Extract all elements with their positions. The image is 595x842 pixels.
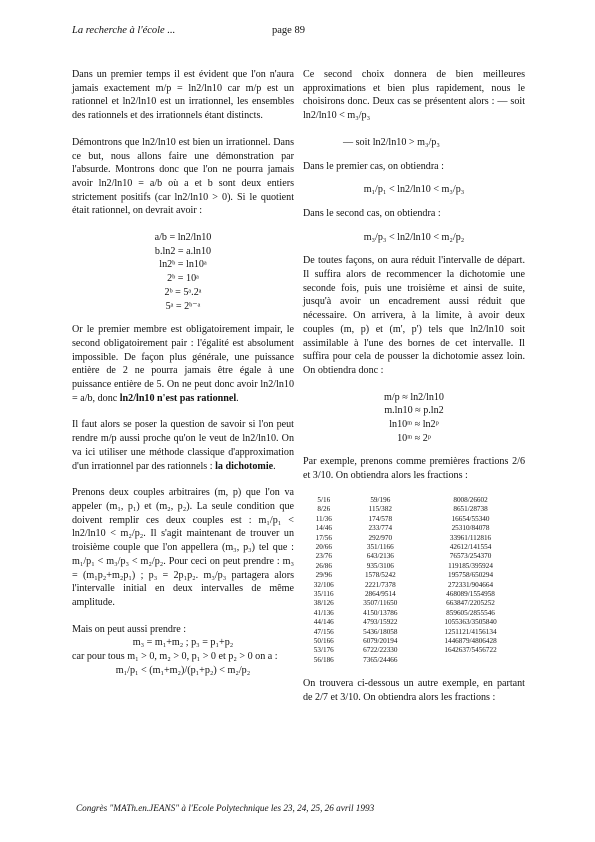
table-row <box>303 515 525 524</box>
table-cell: 6722/22330 <box>363 646 398 655</box>
bold-conclusion: ln2/ln10 n'est pas rationnel <box>119 392 237 404</box>
table-cell: 174/578 <box>368 514 393 523</box>
fractions-table <box>303 496 525 665</box>
table-cell: 42612/141554 <box>449 542 492 551</box>
table-cell: 56/186 <box>313 655 334 664</box>
paragraph <box>72 136 294 218</box>
text-run: 2ᵇ = 10ᵃ <box>167 273 199 285</box>
paragraph <box>303 455 525 482</box>
bold-conclusion: la dichotomie <box>215 460 274 472</box>
left-column <box>72 68 294 677</box>
text-run: Mais on peut aussi prendre : <box>72 623 187 635</box>
table-cell: 26/86 <box>315 561 332 570</box>
text-run: . <box>273 460 276 472</box>
table-cell: 50/166 <box>313 636 334 645</box>
paragraph <box>72 323 294 405</box>
equation <box>303 418 525 432</box>
table-cell: 53/176 <box>313 646 334 655</box>
equation <box>303 391 525 405</box>
spacer <box>72 313 294 323</box>
equation <box>72 300 294 314</box>
table-row <box>303 524 525 533</box>
table-cell: 29/96 <box>315 571 332 580</box>
paragraph <box>303 677 525 704</box>
equation <box>72 664 294 678</box>
table-cell: 859605/2855546 <box>446 608 495 617</box>
table-cell: 5/16 <box>317 495 331 504</box>
table-cell: 35/116 <box>313 589 334 598</box>
table-cell: 8/26 <box>317 505 331 514</box>
equation <box>303 404 525 418</box>
spacer <box>303 197 525 207</box>
table-cell: 32/106 <box>313 580 334 589</box>
table-cell: 935/3106 <box>366 561 394 570</box>
table-cell: 115/382 <box>368 505 392 514</box>
table-cell: 16654/55340 <box>451 514 490 523</box>
table-cell: 3507/11650 <box>363 599 398 608</box>
table-cell <box>416 656 525 665</box>
equation <box>303 183 525 197</box>
spacer <box>303 244 525 254</box>
table-cell: 468089/1554958 <box>446 589 495 598</box>
table-cell: 1578/5242 <box>364 571 396 580</box>
table-cell: 25310/84078 <box>451 524 490 533</box>
text-run: . <box>236 392 239 404</box>
text-run: Dans un premier temps il est évident que l'on n'aura jamais exactement m/p = ln2/ln10 car m/p est un rationnel et ln2/ln10 est un irrationnel, les ensembles des rationnels et des irrationnels étant distincts. <box>72 69 294 122</box>
equation <box>72 636 294 650</box>
text-run: m₃ = m₁+m₂ ; p₃ = p₁+p₂ <box>132 637 234 649</box>
table-row <box>303 562 525 571</box>
table-cell: 76573/254370 <box>449 552 492 561</box>
right-column <box>303 68 525 718</box>
paragraph <box>303 68 525 123</box>
table-cell: 292/970 <box>368 533 393 542</box>
text-run: De toutes façons, on aura réduit l'intervalle de départ. Il suffira alors de recommencer la dichotomie une seconde fois, puis une troisième et ainsi de suite, jusqu'à avoir un encadrement aussi réduit que nécessaire. On arrivera, à la limite, à avoir deux couples (m, p) et (m', p') tels que ln2/ln10 soit assimilable à l'une des bornes de cet intervalle. Il suffira pour cela de pousser la dichotomie assez loin. On obtiendra donc : <box>303 255 525 376</box>
text-run: Dans le premier cas, on obtiendra : <box>303 160 444 172</box>
table-cell: 5436/18058 <box>363 627 398 636</box>
text-run: m₃/p₃ < ln2/ln10 < m₂/p₂ <box>363 231 465 243</box>
table-cell: 643/2136 <box>366 552 394 561</box>
text-run: m/p ≈ ln2/ln10 <box>384 391 444 403</box>
text-run: On trouvera ci-dessous un autre exemple, en partant de 2/7 et 3/10. On obtiendra alors les fractions : <box>303 678 525 703</box>
text-line <box>72 623 294 637</box>
paragraph <box>303 254 525 377</box>
text-run: 10ᵐ ≈ 2ᵖ <box>397 432 431 444</box>
text-run: — soit ln2/ln10 > m₃/p₃ <box>343 136 440 148</box>
table-cell: 1446879/4806428 <box>444 636 497 645</box>
table-row <box>303 628 525 637</box>
table-cell: 4793/15922 <box>363 618 398 627</box>
equation <box>303 231 525 245</box>
text-run: Démontrons que ln2/ln10 est bien un irrationnel. Dans ce but, nous allons faire une démonstration par l'absurde. Montrons donc que l'on ne pourra jamais avoir ln2/ln10 = a/b où a et b sont deux entiers strictement positifs (car ln2/ln10 > 0). Si le quotient était rationnel, on devrait avoir : <box>72 136 294 217</box>
table-cell: 59/196 <box>370 495 391 504</box>
text-run: ln10ᵐ ≈ ln2ᵖ <box>389 419 439 431</box>
text-line <box>303 207 525 221</box>
text-run: m.ln10 ≈ p.ln2 <box>384 405 444 417</box>
table-cell: 8651/28738 <box>453 505 488 514</box>
table-row <box>303 496 525 505</box>
spacer <box>303 221 525 231</box>
equation <box>72 272 294 286</box>
text-run: m₁/p₁ < ln2/ln10 < m₃/p₃ <box>363 184 465 196</box>
paragraph <box>72 486 294 609</box>
table-row <box>303 646 525 655</box>
text-run: Dans le second cas, on obtiendra : <box>303 207 441 219</box>
table-cell: 33961/112816 <box>449 533 492 542</box>
table-row <box>303 590 525 599</box>
table-cell: 7365/24466 <box>363 655 398 664</box>
text-run: Il faut alors se poser la question de savoir si l'on peut rendre m/p aussi proche qu'on le veut de ln2/ln10. On va ici utiliser une méthode classique d'approximation d'un irrationnel par des rationnels : <box>72 419 294 472</box>
table-row <box>303 637 525 646</box>
text-run: Or le premier membre est obligatoirement impair, le second obligatoirement pair : l'égalité est absolument impossible. De façon plus générale, une puissance entière de 2 ne pourra jamais être égale à une puissance entière de 5. On ne peut donc avoir ln2/ln10 = a/b, donc <box>72 324 294 404</box>
table-row <box>303 618 525 627</box>
table-cell: 14/46 <box>315 524 332 533</box>
spacer <box>303 173 525 183</box>
table-row <box>303 609 525 618</box>
equation <box>72 286 294 300</box>
table-cell: 195758/650294 <box>447 571 494 580</box>
equation <box>72 258 294 272</box>
table-cell: 233/774 <box>368 524 393 533</box>
paragraph <box>72 68 294 123</box>
text-run: m₁/p₁ < (m₁+m₂)/(p₁+p₂) < m₂/p₂ <box>115 664 251 676</box>
table-row <box>303 552 525 561</box>
table-row <box>303 656 525 665</box>
table-cell: 119185/395924 <box>448 561 493 570</box>
text-run: a/b = ln2/ln10 <box>154 232 212 244</box>
table-cell: 17/56 <box>315 533 332 542</box>
table-row <box>303 505 525 514</box>
text-run: ln2ᵇ = ln10ᵃ <box>159 259 207 271</box>
table-cell: 2221/7378 <box>364 580 396 589</box>
table-cell: 351/1166 <box>366 542 394 551</box>
equation <box>72 231 294 245</box>
text-line <box>72 650 294 664</box>
text-run: b.ln2 = a.ln10 <box>154 245 212 257</box>
text-run: Ce second choix donnera de bien meilleures approximations et bien plus rapidement, nous le choisirons donc. Deux cas se présentent alors : — soit ln2/ln10 < m₃/p₃ <box>303 69 525 122</box>
table-row <box>303 581 525 590</box>
table-cell: 8008/26602 <box>453 495 488 504</box>
table-row <box>303 571 525 580</box>
table-cell: 20/66 <box>315 542 332 551</box>
text-run: Prenons deux couples arbitraires (m, p) que l'on va appeler (m₁, p₁) et (m₂, p₂). La seule condition que doivent remplir ces deux couples est : m₁/p₁ < ln2/ln10 < m₂/p₂. Il s'agit maintenant de trouver un troisième couple que l'on appellera (m₃, p₃) tel que : m₁/p₁ < m₃/p₃ < m₂/p₂. Pour ceci on peut prendre : m₃ = (m₁p₂+m₂p₁) ; p₃ = 2p₁p₂. m₃/p₃ partagera alors l'intervalle initial en deux intervalles de même amplitude. <box>72 487 294 608</box>
text-run: 2ᵇ = 5ᵃ.2ᵃ <box>164 286 202 298</box>
text-run: car pour tous m₁ > 0, m₂ > 0, p₁ > 0 et p₂ > 0 on a : <box>72 651 278 663</box>
table-row <box>303 599 525 608</box>
table-cell: 272331/904664 <box>447 580 494 589</box>
table-cell: 44/146 <box>313 618 334 627</box>
text-run: 5ᵃ = 2ᵇ⁻ᵃ <box>165 300 201 312</box>
table-cell: 6079/20194 <box>363 636 398 645</box>
paragraph <box>72 418 294 473</box>
indented-line <box>303 136 525 150</box>
table-cell: 47/156 <box>313 627 334 636</box>
spacer <box>303 150 525 160</box>
page-footer: Congrès "MATh.en.JEANS" à l'Ecole Polytechnique les 23, 24, 25, 26 avril 1993 <box>76 803 375 813</box>
table-cell: 23/76 <box>315 552 332 561</box>
text-run: Par exemple, prenons comme premières fractions 2/6 et 3/10. On obtiendra alors les fractions : <box>303 456 525 482</box>
table-cell: 38/126 <box>313 599 334 608</box>
table-cell: 11/36 <box>315 514 332 523</box>
table-cell: 4150/13786 <box>363 608 398 617</box>
equation <box>72 245 294 259</box>
table-cell: 2864/9514 <box>364 589 396 598</box>
table-cell: 663847/2205252 <box>446 599 495 608</box>
spacer <box>303 445 525 455</box>
equation <box>303 432 525 446</box>
page-number: page 89 <box>272 25 305 36</box>
table-row <box>303 534 525 543</box>
running-header: La recherche à l'école ... <box>72 25 176 36</box>
table-row <box>303 543 525 552</box>
table-cell: 1055363/3505840 <box>444 618 497 627</box>
table-cell: 41/136 <box>313 608 334 617</box>
text-line <box>303 160 525 174</box>
table-cell: 1251121/4156134 <box>444 627 497 636</box>
table-cell: 1642637/5456722 <box>444 646 497 655</box>
